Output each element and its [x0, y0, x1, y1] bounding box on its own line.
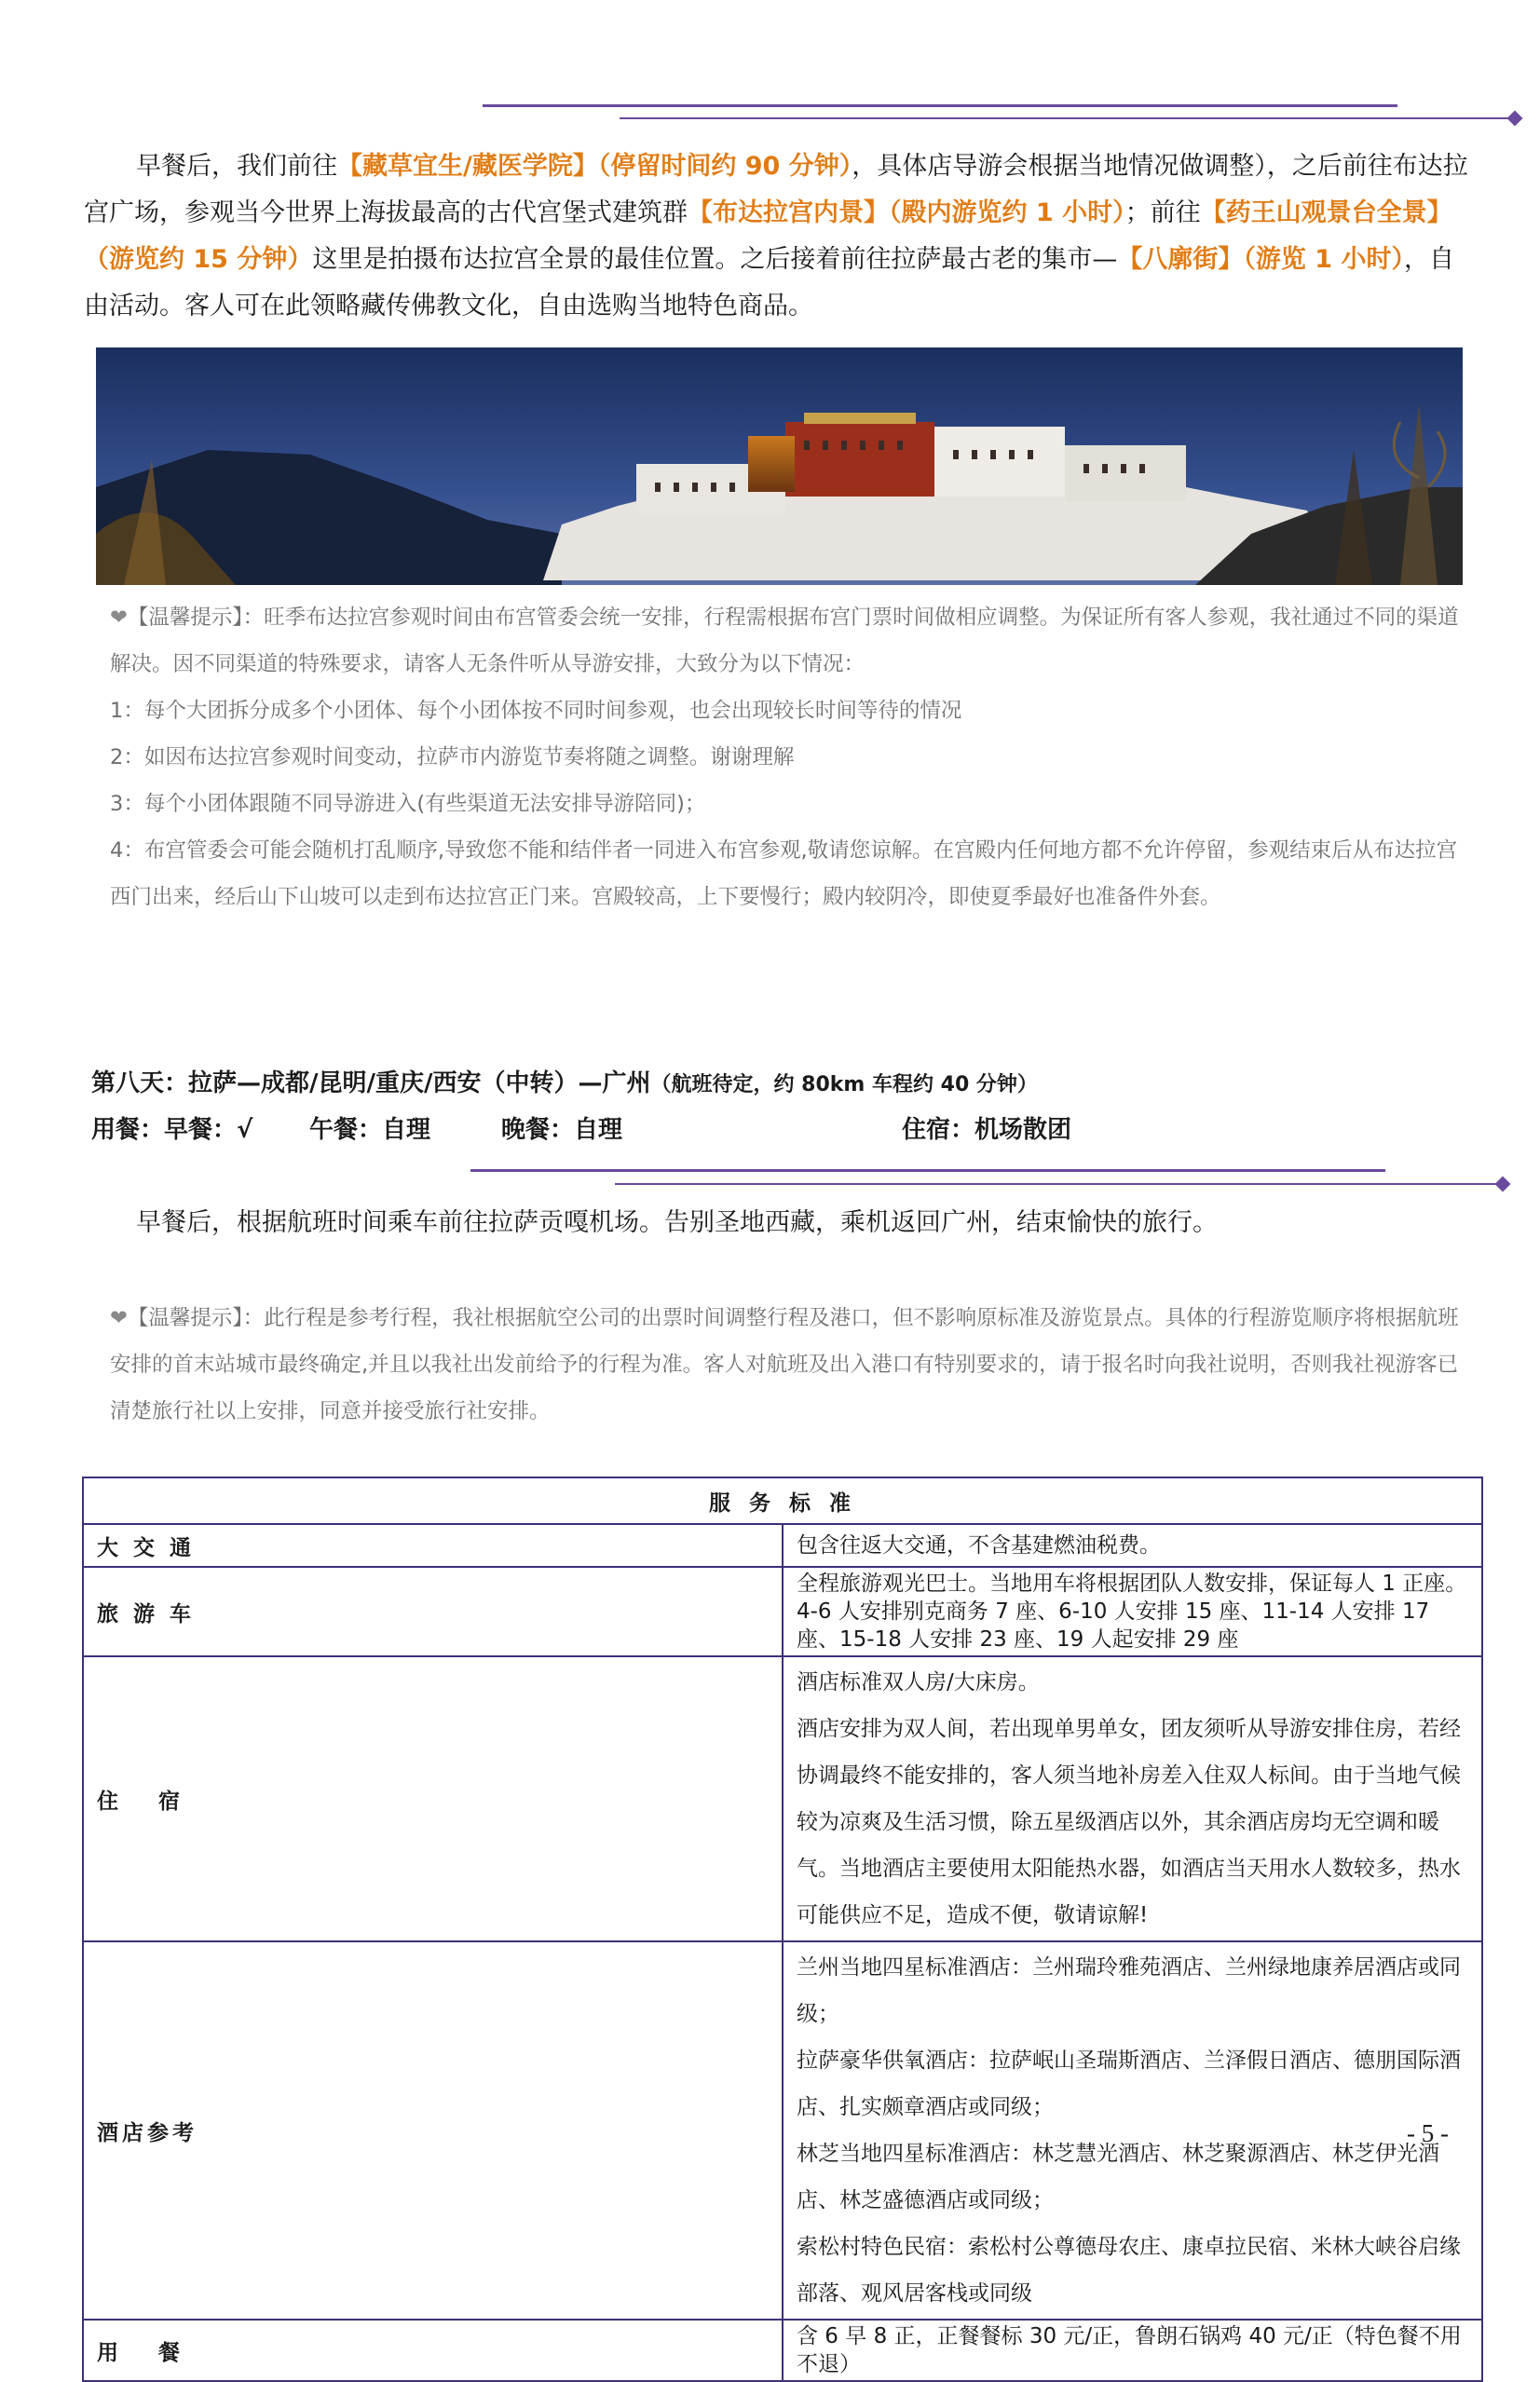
accommodation: 住宿：机场散团	[902, 1116, 1072, 1144]
tip-potala-visit	[110, 594, 1470, 920]
row-label-hotel: 住 宿	[83, 1656, 783, 1941]
table-header: 服 务 标 准	[83, 1477, 1482, 1524]
page-number: - 5 -	[1407, 2119, 1449, 2147]
meal-dinner: 晚餐：自理	[501, 1116, 623, 1144]
row-content	[783, 1656, 1482, 1941]
meal-lunch: 午餐：自理	[309, 1116, 431, 1144]
row-content	[783, 1941, 1482, 2320]
day8-title-text: 第八天：拉萨—成都/昆明/重庆/西安（中转）—广州	[91, 1069, 651, 1097]
day8-divider-dot	[1495, 1177, 1511, 1192]
potala-palace-photo	[96, 347, 1463, 585]
intro-text: ，自由活动。客人可在此领略藏传佛教文化，自由选购当地特色商品。	[84, 245, 1454, 320]
table-row	[83, 1941, 1482, 2320]
day8-note: （航班待定，约 80km 车程约 40 分钟）	[650, 1073, 1038, 1096]
tip-item: 3：每个小团体跟随不同导游进入(有些渠道无法安排导游陪同)；	[110, 792, 706, 816]
table-row	[83, 1567, 1482, 1656]
intro-text: ；前往	[1124, 198, 1201, 227]
row-line: 酒店标准双人房/大床房。	[797, 1670, 1040, 1695]
day8-meals	[91, 1110, 1209, 1148]
intro-text: ，具体店导游会根据当地情况做调整），之后前往布达拉宫广场，参观当今世界上海拔最高的古代宫堡式建筑群	[84, 152, 1468, 227]
table-row	[83, 1656, 1482, 1941]
day8-divider-line-2	[615, 1183, 1500, 1185]
row-line: 全程旅游观光巴士。当地用车将根据团队人数安排，保证每人 1 正座。	[797, 1572, 1467, 1596]
row-line: 4-6 人安排别克商务 7 座、6-10 人安排 15 座、11-14 人安排 17 座、15-18 人安排 23 座、19 人起安排 29 座	[797, 1599, 1430, 1652]
row-label-hotel-reference: 酒店参考	[83, 1941, 783, 2320]
intro-text: 早餐后，我们前往	[136, 152, 337, 181]
top-divider-dot	[1507, 111, 1523, 127]
table-header-row	[83, 1477, 1482, 1524]
highlight-barkhor-street: 【八廓街】（游览 1 小时）	[1117, 245, 1404, 274]
tip-text: 【温馨提示】：旺季布达拉宫参观时间由布宫管委会统一安排，行程需根据布宫门票时间做相应调整。为保证所有客人参观，我社通过不同的渠道解决。因不同渠道的特殊要求，请客人无条件听从导游安排，大致分为以下情况：	[110, 606, 1459, 676]
heart-icon: ❤	[110, 606, 128, 630]
top-divider-line	[483, 104, 1397, 107]
row-label-transport: 大 交 通	[83, 1524, 783, 1567]
row-line: 林芝当地四星标准酒店：林芝慧光酒店、林芝聚源酒店、林芝伊光酒店、林芝盛德酒店或同级；	[797, 2142, 1439, 2212]
highlight-tibetan-medicine: 【藏草宜生/藏医学院】（停留时间约 90 分钟）	[337, 152, 852, 181]
table-row	[83, 1524, 1482, 1567]
row-content	[783, 2320, 1482, 2381]
tip-item: 1：每个大团拆分成多个小团体、每个小团体按不同时间参观，也会出现较长时间等待的情况	[110, 699, 962, 723]
tip-itinerary-reference	[110, 1295, 1470, 1435]
row-line: 索松村特色民宿：索松村公尊德母农庄、康卓拉民宿、米林大峡谷启缘部落、观风居客栈或同级	[797, 2235, 1461, 2306]
row-label-bus: 旅 游 车	[83, 1567, 783, 1656]
intro-text: 这里是拍摄布达拉宫全景的最佳位置。之后接着前往拉萨最古老的集市—	[312, 245, 1118, 274]
tip-text: 【温馨提示】：此行程是参考行程，我社根据航空公司的出票时间调整行程及港口，但不影响原标准及游览景点。具体的行程游览顺序将根据航班安排的首末站城市最终确定,并且以我社出发前给予的行程为准。客人对航班及出入港口有特别要求的，请于报名时向我社说明，否则我社视游客已清楚旅行社以上安排，同意并接受旅行社安排。	[110, 1306, 1459, 1423]
day8-divider-line	[470, 1169, 1385, 1172]
day8-paragraph: 早餐后，根据航班时间乘车前往拉萨贡嘎机场。告别圣地西藏，乘机返回广州，结束愉快的旅行。	[136, 1208, 1218, 1237]
tip-text	[110, 1295, 1470, 1435]
table-row	[83, 2320, 1482, 2381]
row-line: 包含往返大交通，不含基建燃油税费。	[797, 1533, 1161, 1558]
row-label-meals: 用 餐	[83, 2320, 783, 2381]
tip-item: 4：布宫管委会可能会随机打乱顺序,导致您不能和结伴者一同进入布宫参观,敬请您谅解。在宫殿内任何地方都不允许停留，参观结束后从布达拉宫西门出来，经后山下山坡可以走到布达拉宫正门来。宫殿较高，上下要慢行；殿内较阴冷，即使夏季最好也准备件外套。	[110, 838, 1458, 909]
row-line: 酒店安排为双人间，若出现单男单女，团友须听从导游安排住房，若经协调最终不能安排的，客人须当地补房差入住双人标间。由于当地气候较为凉爽及生活习惯，除五星级酒店以外，其余酒店房均无空调和暖气。当地酒店主要使用太阳能热水器，如酒店当天用水人数较多，热水可能供应不足，造成不便，敬请谅解!	[797, 1717, 1461, 1927]
highlight-yaowang-mountain: 【药王山观景台全景】（游览约 15 分钟）	[84, 198, 1452, 274]
row-line: 拉萨豪华供氧酒店：拉萨岷山圣瑞斯酒店、兰泽假日酒店、德朋国际酒店、扎实颇章酒店或同级；	[797, 2049, 1461, 2119]
tip-item: 2：如因布达拉宫参观时间变动，拉萨市内游览节奏将随之调整。谢谢理解	[110, 745, 795, 769]
service-standards-table	[82, 1477, 1483, 2382]
highlight-potala-interior: 【布达拉宫内景】（殿内游览约 1 小时）	[688, 198, 1125, 227]
day8-title	[91, 1064, 1038, 1098]
row-content	[783, 1524, 1482, 1567]
tip-intro	[110, 594, 1470, 687]
heart-icon: ❤	[110, 1306, 128, 1330]
row-content	[783, 1567, 1482, 1656]
row-line: 含 6 早 8 正，正餐餐标 30 元/正，鲁朗石锅鸡 40 元/正（特色餐不用不退）	[797, 2324, 1462, 2376]
intro-paragraph	[84, 143, 1472, 330]
top-divider-line-2	[620, 117, 1514, 119]
meal-breakfast: 用餐：早餐：√	[91, 1116, 253, 1144]
row-line: 兰州当地四星标准酒店：兰州瑞玲雅苑酒店、兰州绿地康养居酒店或同级；	[797, 1955, 1461, 2026]
